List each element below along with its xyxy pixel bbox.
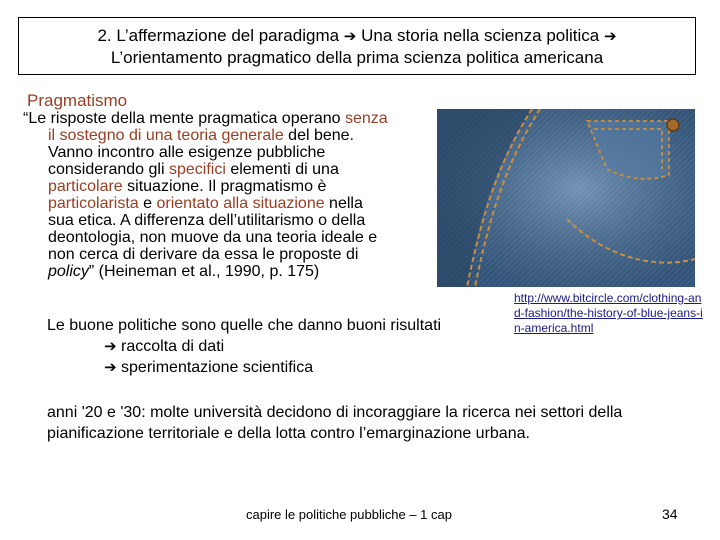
slide-title-line-2: L’orientamento pragmatico della prima scienza politica americana [110, 47, 604, 67]
arrow-right-icon: ➔ [603, 26, 617, 45]
arrow-right-icon: ➔ [104, 358, 117, 376]
quote-text: del bene. [283, 127, 354, 144]
jeans-pocket-illustration [437, 109, 695, 287]
anni-paragraph: anni '20 e '30: molte università decidono di incoraggiare la ricerca nei settori della pianificazione territoriale e della lotta contro l’emarginazione urbana. [47, 404, 623, 442]
quote-highlight: particolare [48, 178, 123, 195]
quote-highlight: particolarista [48, 195, 139, 212]
quote-text: Vanno incontro alle esigenze pubbliche [48, 144, 326, 161]
arrow-right-icon: ➔ [104, 337, 117, 355]
quote-text: sua etica. A differenza dell’utilitarismo o della [48, 212, 366, 229]
arrow-right-icon: ➔ [343, 26, 357, 45]
quote-text: non cerca di derivare da essa le proposte di [48, 246, 359, 263]
jeans-pocket-image [437, 109, 695, 287]
quote-highlight: orientato alla situazione [156, 195, 325, 212]
section-title: Pragmatismo [27, 91, 128, 110]
quote-text: e [138, 195, 157, 212]
quote-text: elementi di una [225, 161, 339, 178]
page-number: 34 [662, 506, 678, 522]
quote-text: situazione. Il pragmatismo è [122, 178, 327, 195]
title-part-1: 2. L’affermazione del paradigma [97, 25, 340, 45]
quote-highlight: il sostegno di una teoria generale [48, 127, 284, 144]
bullet-sub-2 [47, 357, 441, 378]
quote-block [23, 110, 441, 280]
bullet-sub-1-text: raccolta di dati [121, 338, 225, 355]
quote-highlight: specifici [168, 161, 226, 178]
bullet-sub-1 [47, 336, 441, 357]
quote-text: nella [324, 195, 363, 212]
bullet-sub-2-text: sperimentazione scientifica [121, 359, 314, 376]
quote-italic: policy [48, 263, 89, 280]
quote-text: considerando gli [48, 161, 169, 178]
image-source-link[interactable]: http://www.bitcircle.com/clothing-and-fashion/the-history-of-blue-jeans-in-america.html [514, 291, 703, 335]
footer-text: capire le politiche pubbliche – 1 cap [246, 507, 452, 522]
quote-text: ” (Heineman et al., 1990, p. 175) [88, 263, 320, 280]
title-part-2: Una storia nella scienza politica [361, 25, 600, 45]
slide-title-box [18, 17, 696, 75]
quote-text: “Le risposte della mente pragmatica operano [23, 110, 345, 127]
quote-text: deontologia, non muove da una teoria ideale e [48, 229, 378, 246]
bullet-main: Le buone politiche sono quelle che danno buoni risultati [47, 317, 442, 334]
results-bullets [47, 315, 441, 378]
quote-highlight: senza [344, 110, 388, 127]
slide-title-line-1 [97, 25, 616, 47]
